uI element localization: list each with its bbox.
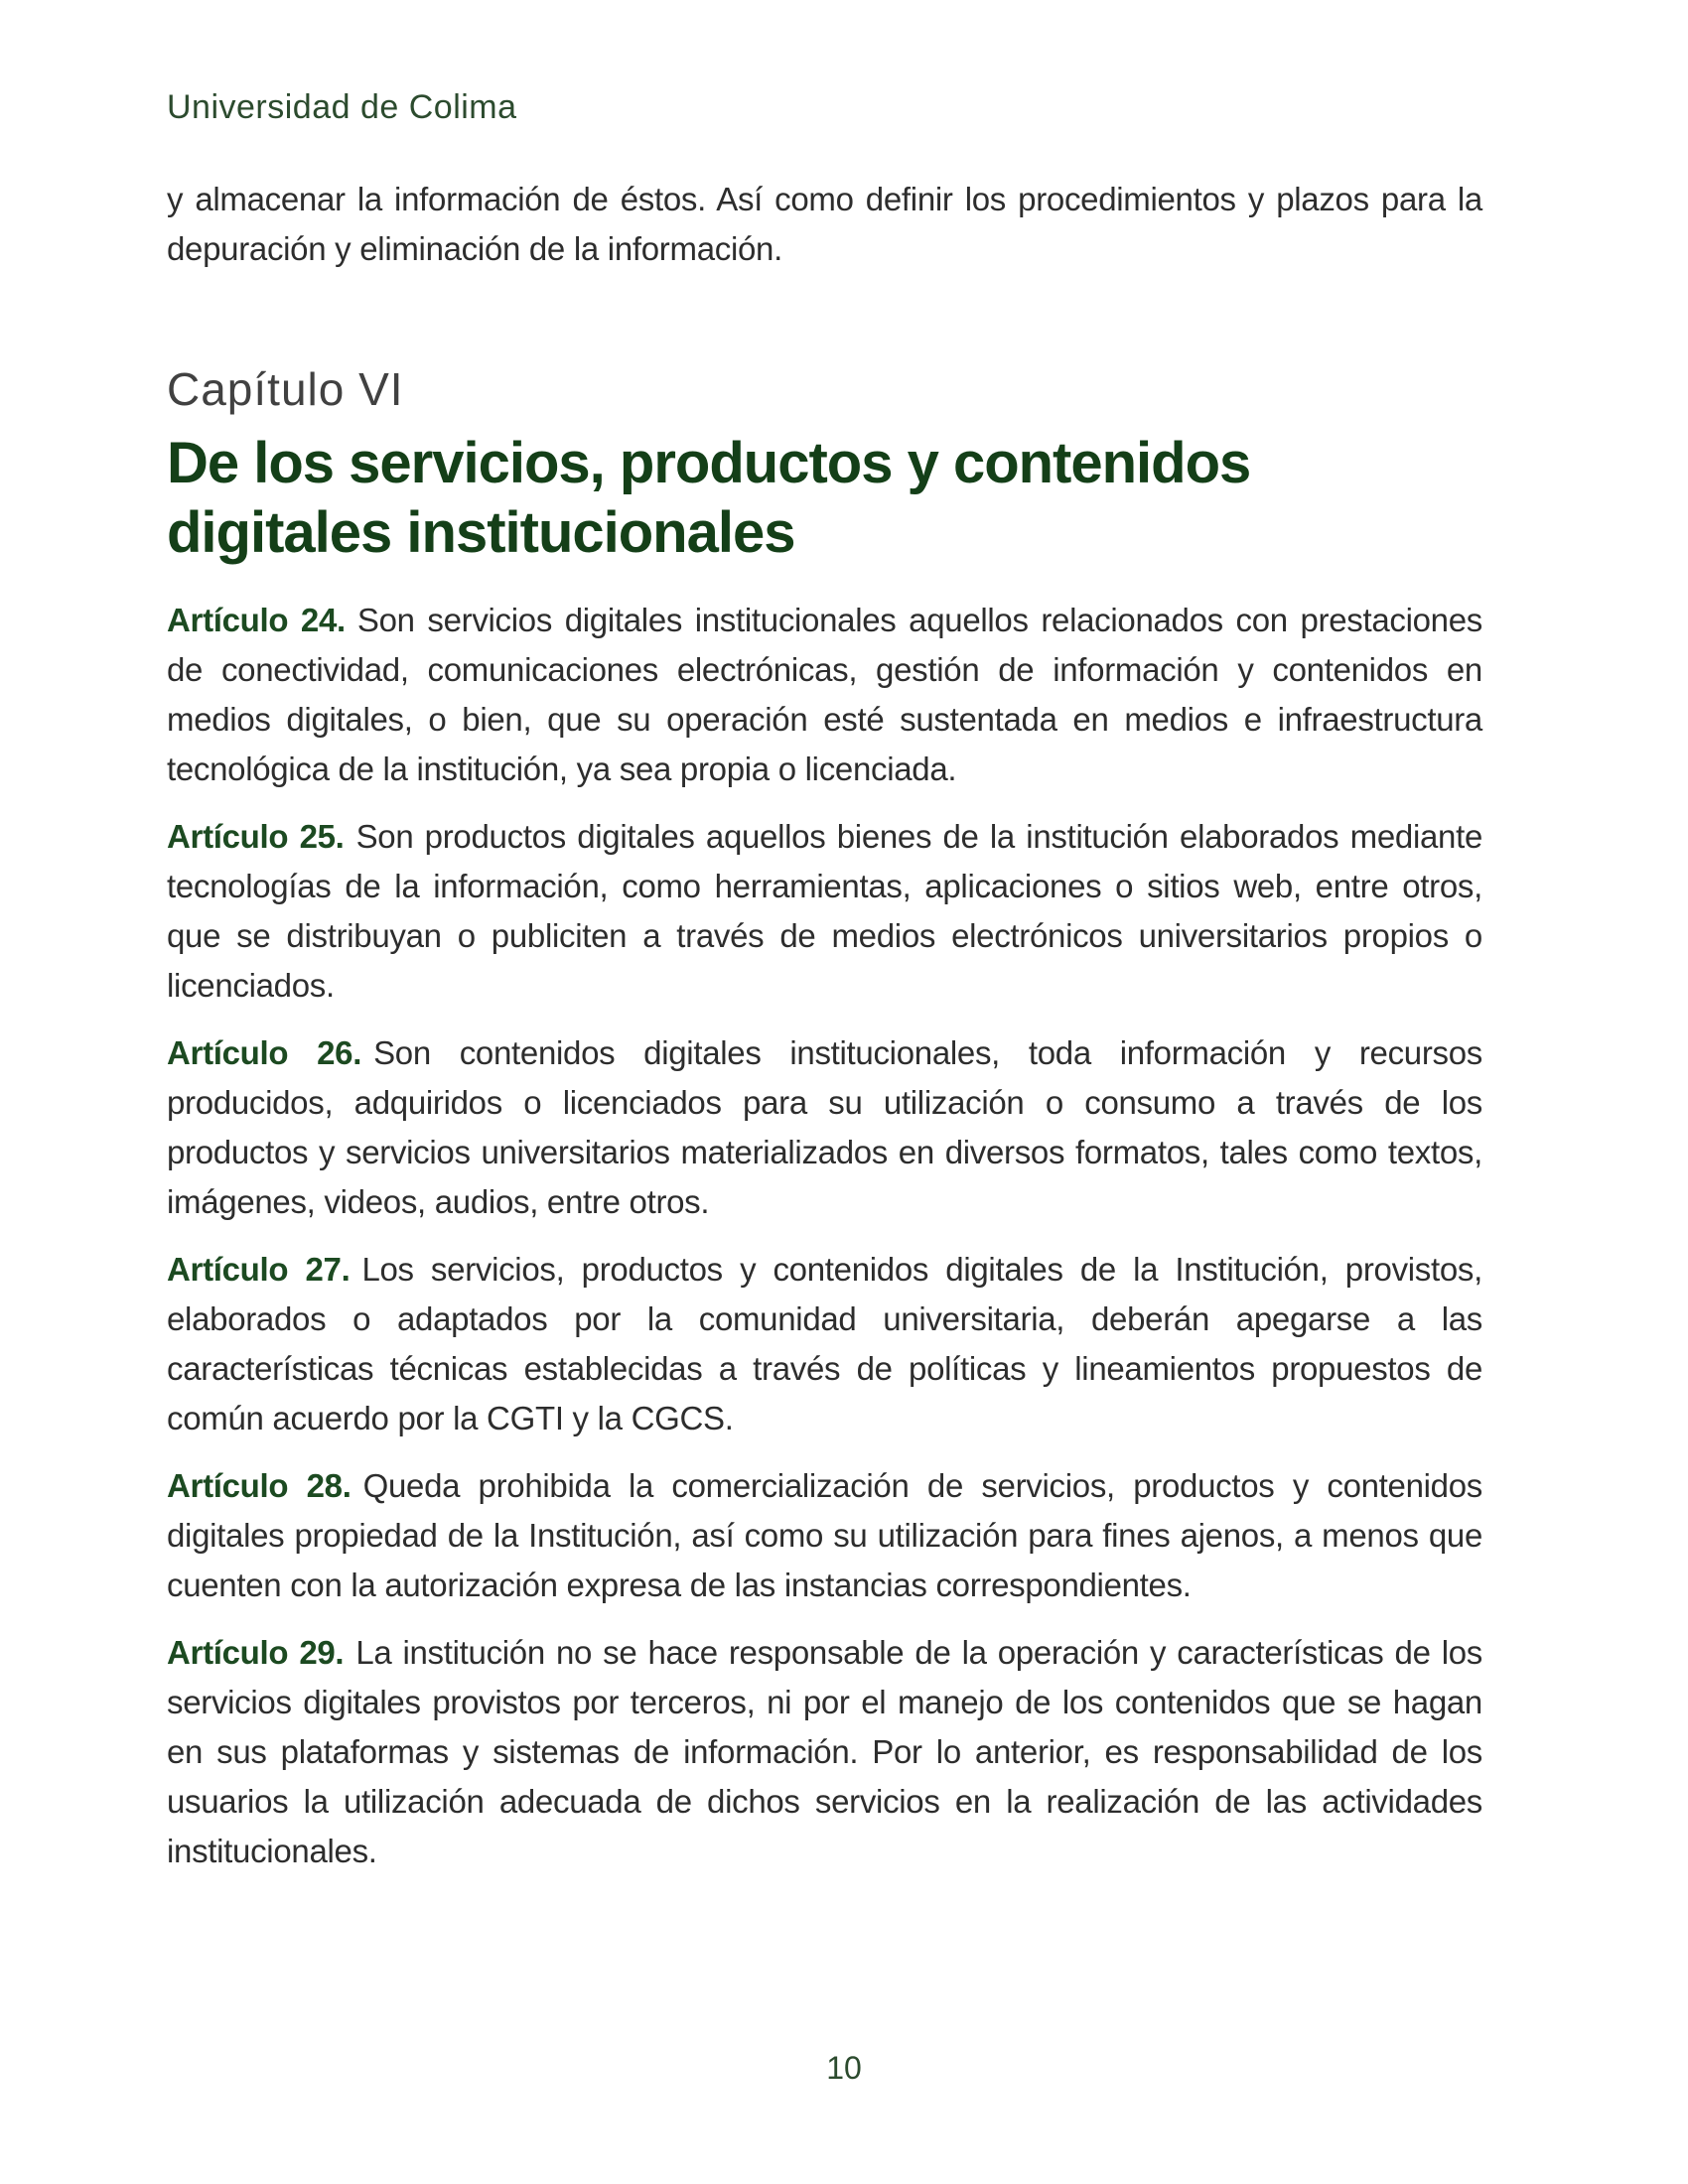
running-header: Universidad de Colima xyxy=(167,88,517,126)
article-27 xyxy=(167,1245,1482,1443)
article-25-label: Artículo 25. xyxy=(167,818,345,855)
chapter-label: Capítulo VI xyxy=(167,363,404,415)
article-26-label: Artículo 26. xyxy=(167,1034,362,1071)
article-29 xyxy=(167,1628,1482,1876)
article-24-text: Son servicios digitales institucionales aquellos relacionados con prestaciones de conectividad, comunicaciones electrónicas, gestión de información y contenidos en medios digitales, o bien, que su operación esté sustentada en medios e infraestructura tecnológica de la institución, ya sea propia o licenciada. xyxy=(167,602,1482,787)
article-29-label: Artículo 29. xyxy=(167,1634,345,1671)
article-29-text: La institución no se hace responsable de la operación y características de los servicios digitales provistos por terceros, ni por el manejo de los contenidos que se hagan en sus plataformas y sistemas de información. Por lo anterior, es responsabilidad de los usuarios la utilización adecuada de dichos servicios en la realización de las actividades institucionales. xyxy=(167,1634,1482,1869)
article-26 xyxy=(167,1028,1482,1227)
article-28 xyxy=(167,1461,1482,1610)
articles-section xyxy=(167,596,1482,1876)
chapter-title: De los servicios, productos y contenidos digitales institucionales xyxy=(167,431,1251,565)
article-25 xyxy=(167,812,1482,1011)
article-27-text: Los servicios, productos y contenidos digitales de la Institución, provistos, elaborados o adaptados por la comunidad universitaria, deberán apegarse a las características técnicas establecidas a través de políticas y lineamientos propuestos de común acuerdo por la CGTI y la CGCS. xyxy=(167,1251,1482,1436)
article-27-label: Artículo 27. xyxy=(167,1251,351,1288)
intro-paragraph: y almacenar la información de éstos. Así como definir los procedimientos y plazos para la depuración y eliminación de la información. xyxy=(167,181,1482,267)
article-28-label: Artículo 28. xyxy=(167,1467,352,1504)
article-26-text: Son contenidos digitales institucionales, toda información y recursos producidos, adquiridos o licenciados para su utilización o consumo a través de los productos y servicios universitarios materializados en diversos formatos, tales como textos, imágenes, videos, audios, entre otros. xyxy=(167,1034,1482,1220)
article-24 xyxy=(167,596,1482,794)
page-number: 10 xyxy=(826,2050,862,2086)
article-24-label: Artículo 24. xyxy=(167,602,346,638)
article-28-text: Queda prohibida la comercialización de servicios, productos y contenidos digitales propiedad de la Institución, así como su utilización para fines ajenos, a menos que cuenten con la autorización expresa de las instancias correspondientes. xyxy=(167,1467,1482,1603)
article-25-text: Son productos digitales aquellos bienes de la institución elaborados mediante tecnologías de la información, como herramientas, aplicaciones o sitios web, entre otros, que se distribuyan o publiciten a través de medios electrónicos universitarios propios o licenciados. xyxy=(167,818,1482,1004)
